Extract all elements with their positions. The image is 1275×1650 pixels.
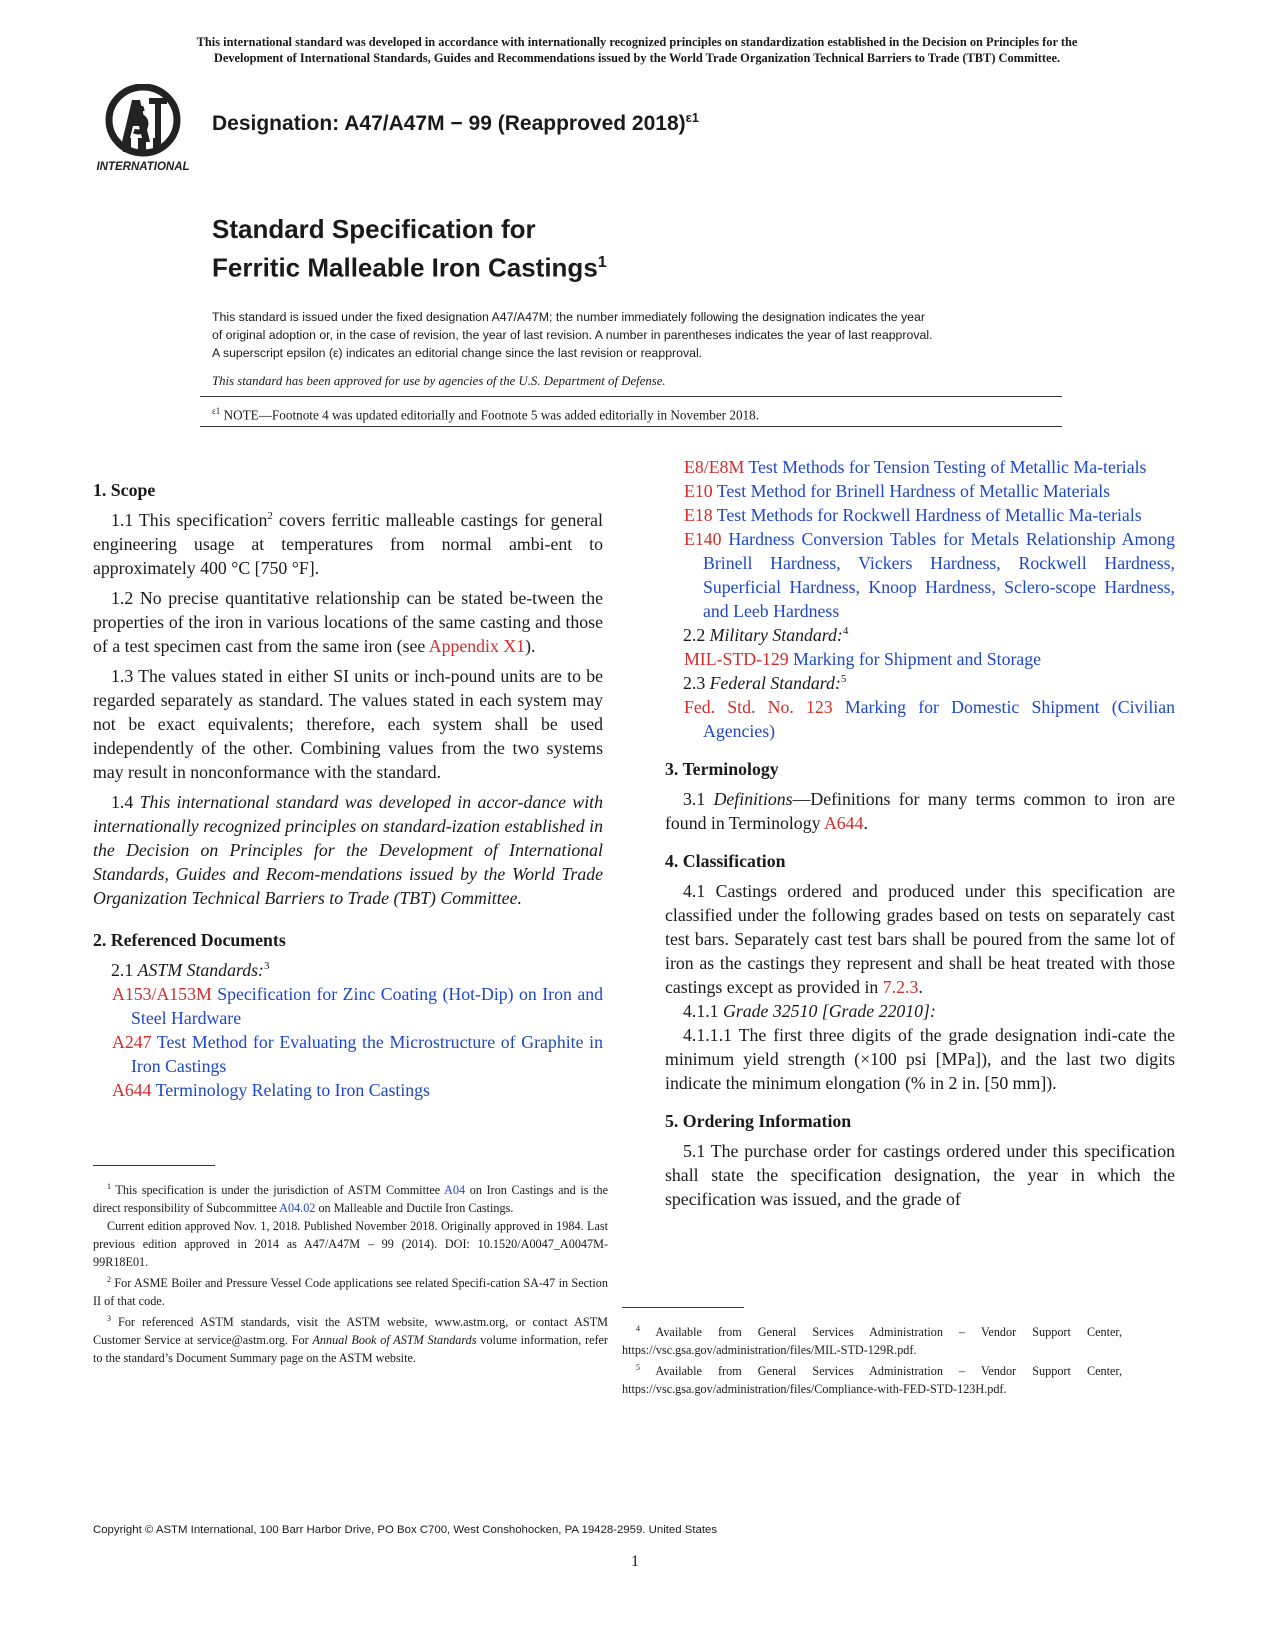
- reference-item: [684, 527, 1175, 623]
- reference-item: [684, 479, 1175, 503]
- reference-code-link[interactable]: Fed. Std. No. 123: [684, 697, 833, 717]
- footnote-rule-right: [622, 1307, 744, 1308]
- section-scope-heading: 1. Scope: [93, 480, 156, 500]
- para-1-4-num: 1.4: [111, 792, 140, 812]
- appendix-x1-link[interactable]: Appendix X1: [428, 636, 526, 656]
- right-column: [665, 455, 1175, 1211]
- para-5-1: 5.1 The purchase order for castings ordered under this specification shall state the specification designation, the year in which the specification was issued, and the grade of: [665, 1141, 1175, 1209]
- footnote-1-num: 1: [107, 1182, 111, 1191]
- reference-item: [684, 647, 1175, 671]
- para-2-3: [665, 671, 1175, 695]
- footnote-1-edition: Current edition approved Nov. 1, 2018. Published November 2018. Originally approved in 1984. Last previous edition approved in 2014 as A47/A47M – 99 (2014). DOI: 10.1520/A0047_A0047M-99R18E01.: [93, 1219, 608, 1270]
- para-4-1-text: 4.1 Castings ordered and produced under this specification are classified under the following grades based on tests on separately cast test bars. Separately cast test bars shall be poured from the same lot of iron as the castings they represent and shall be heat treated with those castings except as provided in: [665, 881, 1175, 997]
- title-line-1: Standard Specification for: [212, 214, 536, 244]
- para-4-1-1-num: 4.1.1: [683, 1001, 724, 1021]
- footnote-4: [622, 1320, 1122, 1359]
- footnote-1-text: This specification is under the jurisdiction of ASTM Committee: [111, 1183, 445, 1198]
- standard-intro: [212, 308, 1062, 362]
- subcommittee-a04-02-link[interactable]: A04.02: [279, 1201, 316, 1216]
- para-3-1-term: Definitions: [713, 789, 793, 809]
- para-4-1-1-1: 4.1.1.1 The first three digits of the grade designation indi-cate the minimum yield strength (×100 psi [MPa]), and the last two digits indicate the minimum elongation (% in 2 in. [50 mm]).: [665, 1025, 1175, 1093]
- para-1-3: 1.3 The values stated in either SI units or inch-pound units are to be regarded separately as standard. The values stated in each system may not be exact equivalents; therefore, each system shall be used independently of the other. Combining values from the two systems may result in nonconformance with the standard.: [93, 666, 603, 782]
- reference-item: [684, 503, 1175, 527]
- para-2-2: [665, 623, 1175, 647]
- editorial-note: [212, 406, 759, 423]
- section-referenced-documents-heading: 2. Referenced Documents: [93, 930, 286, 950]
- footnote-ref-5: 5: [840, 673, 847, 686]
- reference-item: [684, 695, 1175, 743]
- reference-code-link[interactable]: E10: [684, 481, 713, 501]
- astm-logo: [92, 84, 194, 174]
- dod-approval: This standard has been approved for use by agencies of the U.S. Department of Defense.: [212, 374, 666, 388]
- para-4-1-1-text: Grade 32510 [Grade 22010]:: [723, 1001, 936, 1021]
- footnote-3-text-end: volume information, refer to the standard’s Document Summary page on the ASTM website.: [93, 1333, 608, 1366]
- divider: [200, 426, 1062, 427]
- para-3-1-text: —Definitions for many terms common to iron are found in Terminology: [665, 789, 1175, 833]
- para-2-3-text: Federal Standard:: [709, 673, 841, 693]
- section-7-2-3-link[interactable]: 7.2.3: [882, 977, 919, 997]
- reference-code-link[interactable]: MIL-STD-129: [684, 649, 789, 669]
- footnote-3-text: For referenced ASTM standards, visit the ASTM website, www.astm.org, or contact ASTM Customer Service at service@astm.org. For: [93, 1315, 608, 1348]
- para-2-1-text: ASTM Standards:: [137, 960, 264, 980]
- para-1-1: [93, 508, 603, 580]
- para-3-1-num: 3.1: [683, 789, 714, 809]
- banner-line-1: This international standard was developed in accordance with internationally recognized principles on standardization established in the Decision on Principles for the: [196, 35, 1078, 49]
- para-2-1-num: 2.1: [111, 960, 138, 980]
- intro-line-2: of original adoption or, in the case of revision, the year of last revision. A number in parentheses indicates the year of last reapproval.: [212, 328, 933, 342]
- intro-line-1: This standard is issued under the fixed designation A47/A47M; the number immediately following the designation indicates the year: [212, 310, 925, 324]
- left-column: [93, 478, 603, 1102]
- reference-title-link[interactable]: Marking for Shipment and Storage: [788, 649, 1042, 669]
- reference-code-link[interactable]: E140: [684, 529, 722, 549]
- para-2-3-num: 2.3: [683, 673, 710, 693]
- footnote-1: [93, 1178, 608, 1217]
- footnote-5-text: Available from General Services Administration – Vendor Support Center, https://vsc.gsa.gov/administration/files/Compliance-with-FED-STD-123H.pdf.: [622, 1364, 1122, 1397]
- footnote-5-num: 5: [636, 1363, 640, 1373]
- footnote-ref-4: 4: [842, 625, 849, 638]
- reference-title-link[interactable]: Test Method for Brinell Hardness of Metallic Materials: [712, 481, 1111, 501]
- note-epsilon: ε1: [212, 406, 221, 416]
- reference-title-link[interactable]: Specification for Zinc Coating (Hot-Dip) on Iron and Steel Hardware: [131, 984, 603, 1028]
- para-2-2-num: 2.2: [683, 625, 710, 645]
- page-number: 1: [631, 1553, 639, 1570]
- a644-link[interactable]: A644: [823, 813, 864, 833]
- reference-title-link[interactable]: Test Methods for Tension Testing of Metallic Ma-terials: [744, 457, 1147, 477]
- section-classification-heading: 4. Classification: [665, 851, 786, 871]
- designation-epsilon: ε1: [685, 110, 700, 125]
- footnote-rule-left: [93, 1165, 215, 1166]
- military-reference-list: [665, 647, 1175, 671]
- divider: [200, 396, 1062, 397]
- para-1-4: [93, 790, 603, 910]
- para-4-1-1: [665, 999, 1175, 1023]
- note-text: NOTE—Footnote 4 was updated editorially and Footnote 5 was added editorially in November 2018.: [220, 407, 760, 423]
- reference-title-link[interactable]: Hardness Conversion Tables for Metals Relationship Among Brinell Hardness, Vickers Hardness, Rockwell Hardness, Superficial Hardness, Knoop Hardness, Sclero-scope Hardness, and Leeb Hardness: [703, 529, 1175, 621]
- footnote-2-text: For ASME Boiler and Pressure Vessel Code applications see related Specifi-cation SA-47 in Section II of that code.: [93, 1276, 608, 1309]
- footnotes-right: [622, 1320, 1122, 1398]
- reference-code-link[interactable]: A247: [112, 1032, 152, 1052]
- para-1-2-end: ).: [525, 636, 536, 656]
- footnote-4-text: Available from General Services Administration – Vendor Support Center, https://vsc.gsa.gov/administration/files/MIL-STD-129R.pdf.: [622, 1325, 1122, 1358]
- para-2-1: [93, 958, 603, 982]
- footnote-3: [93, 1310, 608, 1367]
- para-1-1-text-cont: covers ferritic malleable castings for general engineering usage at temperatures from normal ambi-ent to approximately 400 °C [750 °F].: [93, 510, 603, 578]
- astm-reference-list-cont: [665, 455, 1175, 623]
- reference-code-link[interactable]: A644: [112, 1080, 152, 1100]
- para-4-1-end: .: [918, 977, 923, 997]
- astm-reference-list: [93, 982, 603, 1102]
- reference-item: [684, 455, 1175, 479]
- footnote-1-text-cont: on Iron Castings and is the direct responsibility of Subcommittee: [93, 1183, 608, 1216]
- footnote-1-text-end: on Malleable and Ductile Iron Castings.: [315, 1201, 514, 1216]
- designation-text: Designation: A47/A47M − 99 (Reapproved 2018): [212, 112, 686, 135]
- footnote-4-num: 4: [636, 1324, 640, 1333]
- astm-logo-icon: [92, 84, 194, 174]
- reference-title-link[interactable]: Test Method for Evaluating the Microstructure of Graphite in Iron Castings: [131, 1032, 603, 1076]
- reference-title-link[interactable]: Terminology Relating to Iron Castings: [151, 1080, 430, 1100]
- logo-wordmark: INTERNATIONAL: [96, 161, 190, 173]
- para-2-2-text: Military Standard:: [709, 625, 843, 645]
- banner-line-2: Development of International Standards, Guides and Recommendations issued by the World Trade Organization Technical Barriers to Trade (TBT) Committee.: [213, 51, 1061, 65]
- reference-title-link[interactable]: Marking for Domestic Shipment (Civilian Agencies): [703, 697, 1176, 741]
- para-3-1-end: .: [863, 813, 868, 833]
- designation: [212, 110, 699, 136]
- reference-code-link[interactable]: A153/A153M: [112, 984, 212, 1004]
- reference-item: [112, 982, 603, 1030]
- reference-item: [112, 1030, 603, 1078]
- document-title: [212, 213, 607, 285]
- title-footnote-ref: 1: [597, 254, 607, 271]
- footnote-2-num: 2: [107, 1275, 111, 1285]
- footnotes-left: [93, 1178, 608, 1367]
- footnote-ref-2: 2: [267, 510, 273, 523]
- reference-title-link[interactable]: Test Methods for Rockwell Hardness of Metallic Ma-terials: [712, 505, 1142, 525]
- committee-a04-link[interactable]: A04: [444, 1183, 466, 1198]
- reference-item: [112, 1078, 603, 1102]
- section-ordering-information-heading: 5. Ordering Information: [665, 1111, 852, 1131]
- reference-code-link[interactable]: E18: [684, 505, 713, 525]
- footnote-3-num: 3: [107, 1314, 111, 1324]
- tbt-banner: [88, 34, 1186, 66]
- footnote-3-book: Annual Book of ASTM Standards: [312, 1333, 477, 1348]
- para-1-2-text: 1.2 No precise quantitative relationship can be stated be-tween the properties of the iron in various locations of the same casting and those of a test specimen cast from the same iron (see: [93, 588, 603, 656]
- para-1-1-text: 1.1 This specification: [111, 510, 268, 530]
- para-3-1: [665, 787, 1175, 835]
- para-1-2: [93, 586, 603, 658]
- footnote-5: [622, 1359, 1122, 1398]
- footnote-ref-3: 3: [263, 960, 270, 973]
- para-4-1: [665, 879, 1175, 999]
- intro-line-3: A superscript epsilon (ε) indicates an editorial change since the last revision or reapproval.: [212, 346, 703, 360]
- copyright-notice: Copyright © ASTM International, 100 Barr Harbor Drive, PO Box C700, West Conshohocken, PA 19428-2959. United States: [93, 1524, 718, 1536]
- federal-reference-list: [665, 695, 1175, 743]
- para-1-4-text: This international standard was developed in accor-dance with internationally recognized principles on standard-ization established in the Decision on Principles for the Development of International Standards, Guides and Recom-mendations issued by the World Trade Organization Technical Barriers to Trade (TBT) Committee.: [93, 792, 603, 908]
- reference-code-link[interactable]: E8/E8M: [684, 457, 745, 477]
- footnote-2: [93, 1271, 608, 1310]
- section-terminology-heading: 3. Terminology: [665, 759, 779, 779]
- title-line-2: Ferritic Malleable Iron Castings: [212, 252, 598, 283]
